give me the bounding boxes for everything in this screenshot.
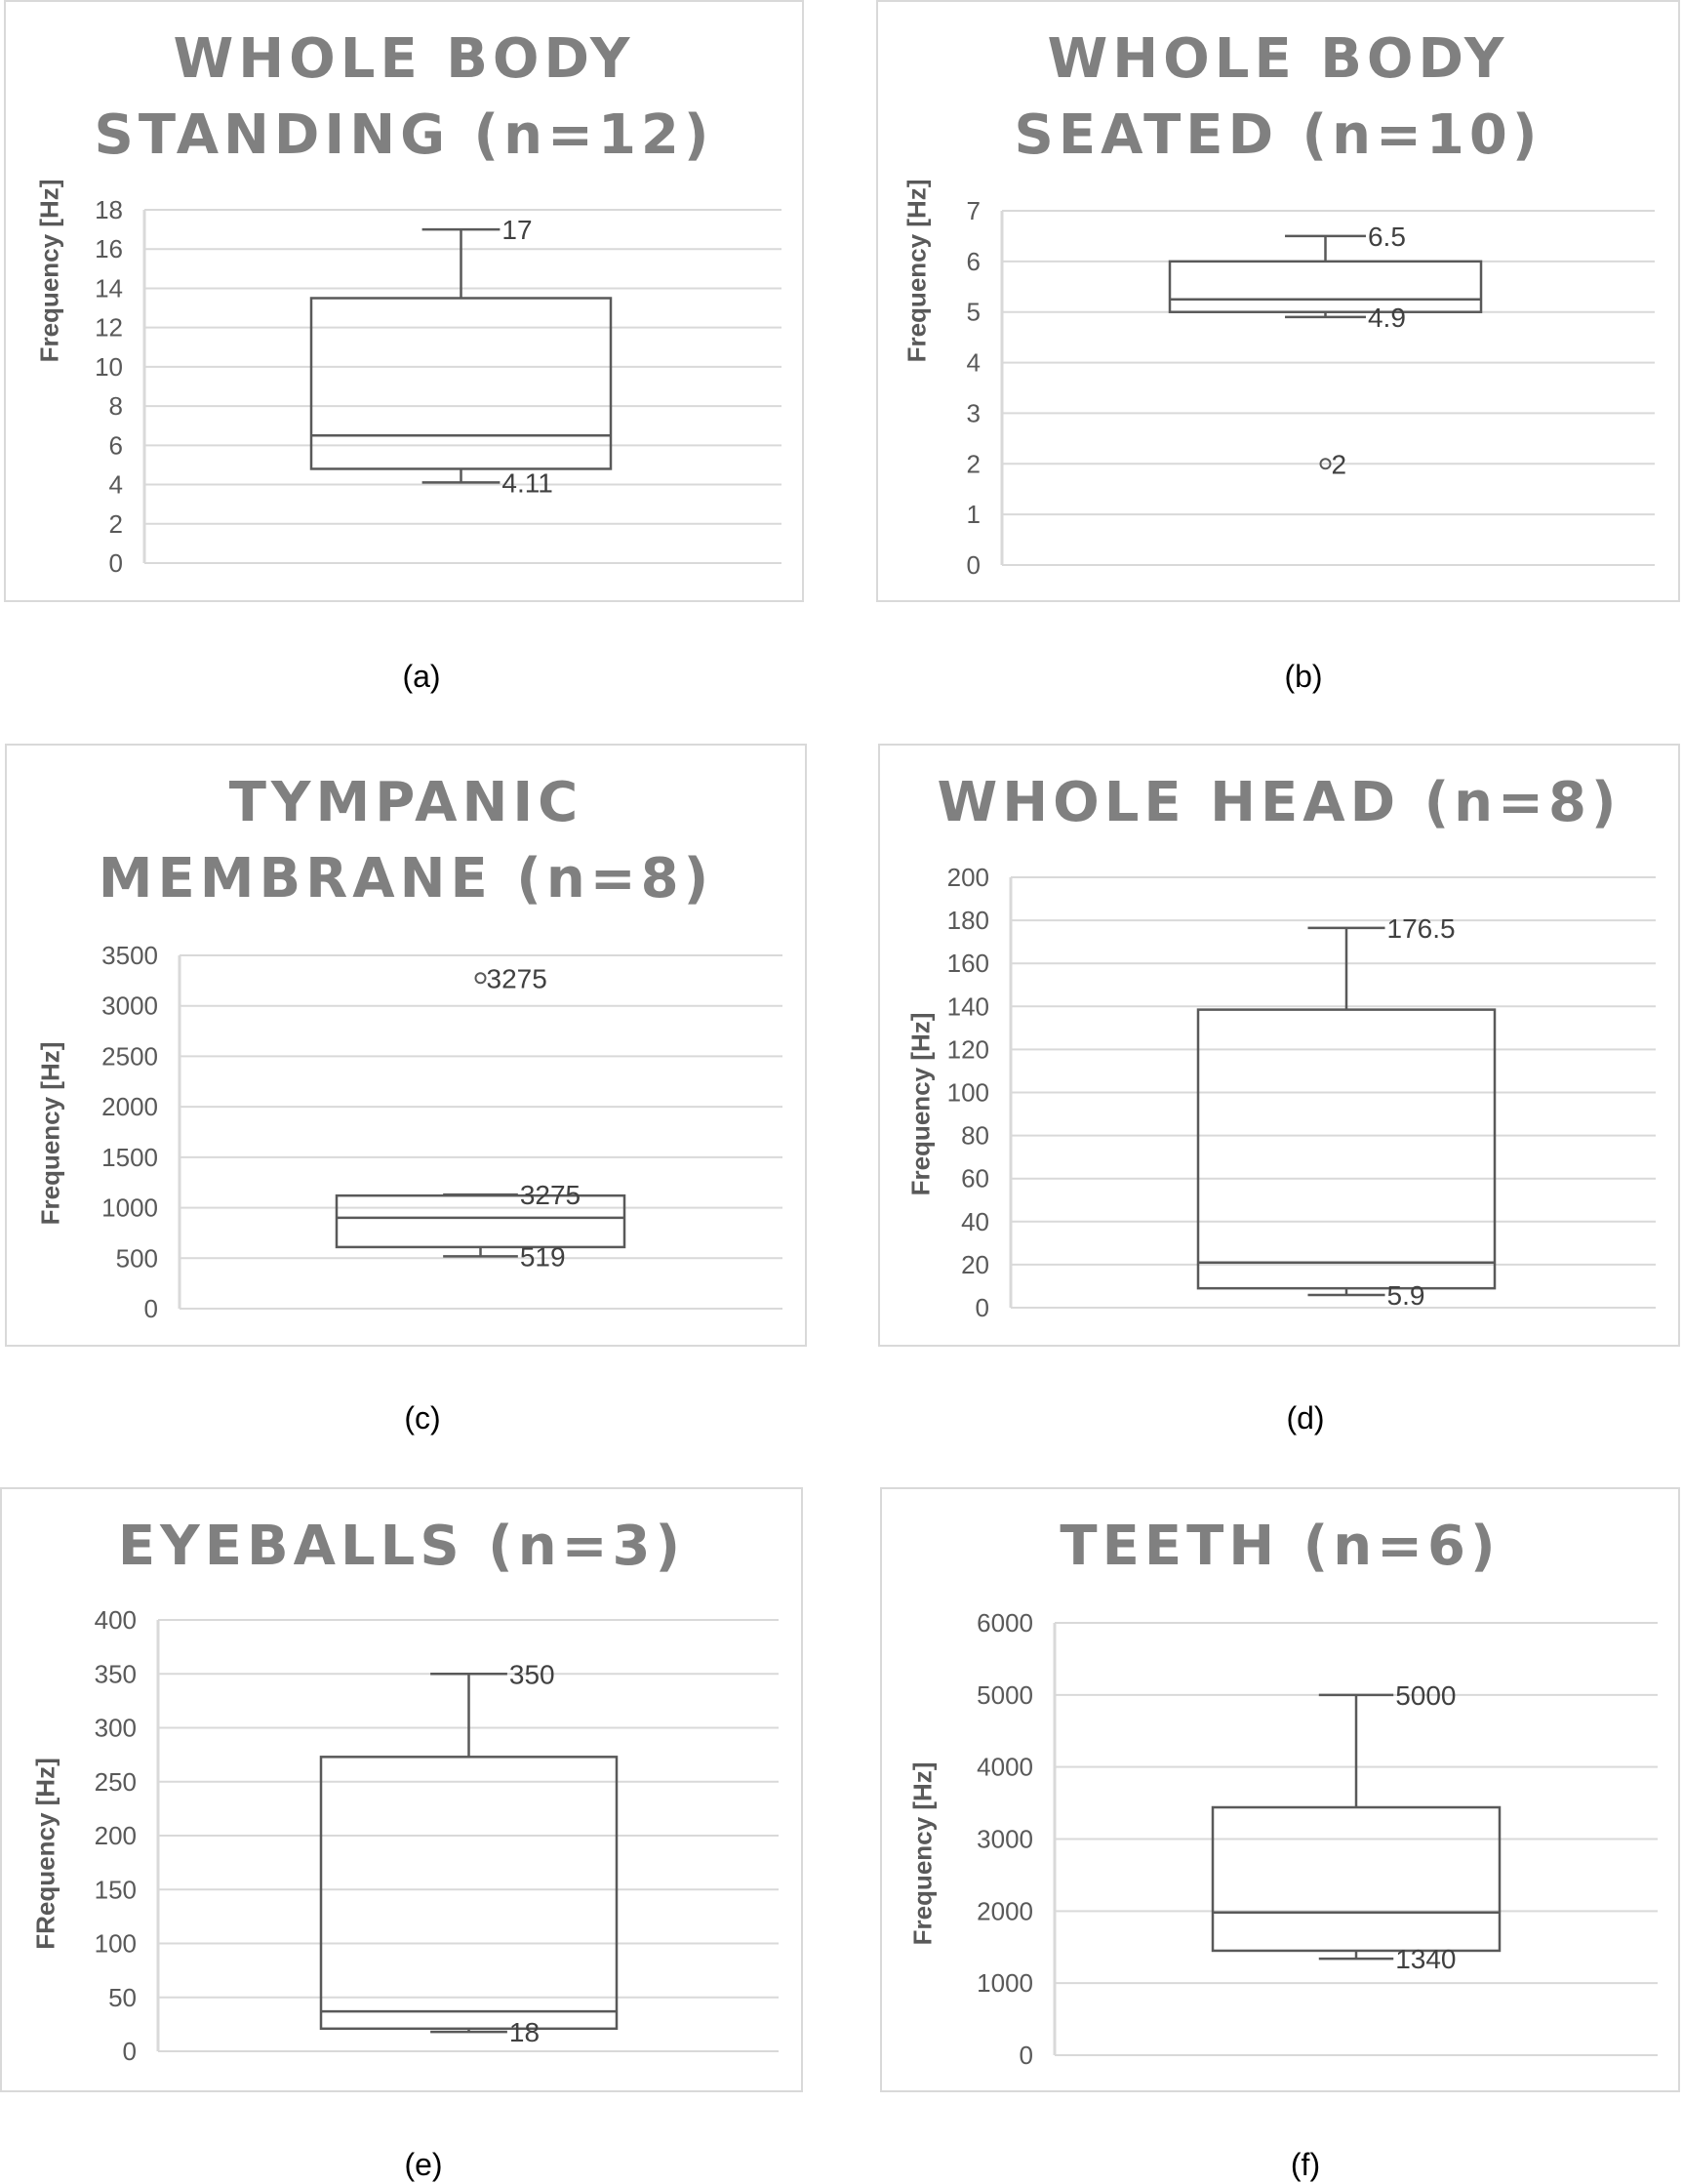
y-tick-label: 120 bbox=[946, 1034, 989, 1065]
figure-caption: (d) bbox=[1286, 1400, 1325, 1436]
chart-title-line: EYEBALLS (n=3) bbox=[117, 1515, 686, 1578]
y-tick-label: 1000 bbox=[977, 1968, 1033, 1999]
y-tick-label: 350 bbox=[94, 1659, 137, 1689]
y-tick-label: 5000 bbox=[977, 1679, 1033, 1710]
box-plot bbox=[882, 1489, 1682, 2094]
y-tick-label: 6000 bbox=[977, 1608, 1033, 1638]
y-tick-label: 18 bbox=[95, 195, 123, 224]
box-plot bbox=[2, 1489, 805, 2094]
data-label-min: 1340 bbox=[1395, 1944, 1457, 1975]
y-axis-label: Frequency [Hz] bbox=[35, 1041, 65, 1226]
chart-panel-b bbox=[876, 0, 1680, 602]
y-tick-label: 1000 bbox=[101, 1193, 158, 1223]
y-tick-label: 8 bbox=[108, 391, 123, 422]
y-tick-label: 0 bbox=[108, 548, 123, 578]
iqr-box bbox=[337, 1195, 624, 1247]
data-label-min: 5.9 bbox=[1386, 1279, 1425, 1311]
chart-panel-f bbox=[880, 1487, 1680, 2092]
outlier-point bbox=[476, 973, 486, 983]
y-tick-label: 2000 bbox=[977, 1896, 1033, 1926]
y-tick-label: 60 bbox=[961, 1163, 989, 1193]
y-tick-label: 0 bbox=[966, 550, 981, 580]
y-tick-label: 500 bbox=[115, 1243, 158, 1274]
box-plot bbox=[6, 2, 806, 604]
chart-panel-a bbox=[4, 0, 804, 602]
iqr-box bbox=[1213, 1807, 1500, 1951]
y-axis-label: Frequency [Hz] bbox=[34, 179, 64, 363]
chart-title-line: WHOLE BODY bbox=[1047, 27, 1509, 91]
data-label-max: 3275 bbox=[519, 1180, 581, 1211]
y-axis-label: FRequency [Hz] bbox=[30, 1758, 60, 1950]
chart-panel-e bbox=[0, 1487, 803, 2092]
y-tick-label: 4 bbox=[966, 347, 981, 378]
chart-title-line: SEATED (n=10) bbox=[1014, 103, 1543, 167]
data-label-min: 18 bbox=[508, 2017, 541, 2048]
y-tick-label: 300 bbox=[94, 1713, 137, 1743]
data-label-max: 6.5 bbox=[1367, 221, 1406, 252]
y-axis-label: Frequency [Hz] bbox=[907, 1761, 938, 1946]
y-tick-label: 40 bbox=[961, 1206, 989, 1236]
y-tick-label: 3500 bbox=[101, 941, 158, 970]
iqr-box bbox=[1198, 1010, 1495, 1289]
chart-title-line: WHOLE HEAD (n=8) bbox=[937, 771, 1622, 834]
y-tick-label: 2 bbox=[108, 508, 123, 539]
figure-caption: (c) bbox=[404, 1400, 441, 1436]
chart-panel-c bbox=[5, 744, 807, 1347]
y-tick-label: 80 bbox=[961, 1120, 989, 1151]
data-label-max: 350 bbox=[508, 1659, 555, 1690]
y-tick-label: 5 bbox=[966, 297, 981, 327]
figure-caption: (b) bbox=[1284, 659, 1323, 694]
y-tick-label: 6 bbox=[966, 246, 981, 276]
y-tick-label: 4 bbox=[108, 469, 123, 500]
data-label-max: 5000 bbox=[1395, 1679, 1457, 1711]
chart-panel-d bbox=[878, 744, 1680, 1347]
y-tick-label: 7 bbox=[966, 196, 981, 225]
y-tick-label: 2500 bbox=[101, 1041, 158, 1072]
y-tick-label: 12 bbox=[95, 312, 123, 343]
box-plot bbox=[878, 2, 1682, 604]
y-tick-label: 250 bbox=[94, 1766, 137, 1797]
iqr-box bbox=[1170, 262, 1481, 312]
figure-caption: (f) bbox=[1290, 2147, 1321, 2182]
y-tick-label: 180 bbox=[946, 906, 989, 936]
data-label-outlier: 2 bbox=[1331, 449, 1347, 480]
y-axis-label: Frequency [Hz] bbox=[905, 1012, 936, 1196]
y-tick-label: 20 bbox=[961, 1249, 989, 1279]
y-tick-label: 3000 bbox=[977, 1824, 1033, 1854]
y-tick-label: 3 bbox=[966, 398, 981, 428]
y-tick-label: 0 bbox=[975, 1293, 989, 1322]
iqr-box bbox=[321, 1757, 617, 2028]
y-tick-label: 14 bbox=[95, 273, 123, 303]
y-tick-label: 200 bbox=[94, 1821, 137, 1850]
y-tick-label: 0 bbox=[1019, 2041, 1033, 2070]
y-tick-label: 160 bbox=[946, 949, 989, 979]
y-tick-label: 140 bbox=[946, 991, 989, 1022]
y-tick-label: 100 bbox=[946, 1077, 989, 1108]
chart-title-line: MEMBRANE (n=8) bbox=[98, 847, 714, 910]
y-tick-label: 400 bbox=[94, 1605, 137, 1635]
y-tick-label: 4000 bbox=[977, 1752, 1033, 1782]
iqr-box bbox=[311, 299, 611, 469]
box-plot bbox=[7, 746, 809, 1349]
chart-title-line: TEETH (n=6) bbox=[1060, 1515, 1501, 1578]
y-tick-label: 16 bbox=[95, 234, 123, 264]
data-label-outlier: 3275 bbox=[486, 963, 547, 994]
y-tick-label: 2000 bbox=[101, 1092, 158, 1122]
y-tick-label: 0 bbox=[122, 2037, 137, 2066]
y-tick-label: 200 bbox=[946, 863, 989, 892]
y-tick-label: 3000 bbox=[101, 991, 158, 1021]
y-tick-label: 6 bbox=[108, 430, 123, 461]
y-tick-label: 2 bbox=[966, 449, 981, 479]
chart-title-line: TYMPANIC bbox=[228, 771, 583, 834]
chart-title-line: STANDING (n=12) bbox=[94, 103, 714, 167]
data-label-min: 4.9 bbox=[1367, 302, 1406, 333]
y-tick-label: 10 bbox=[95, 351, 123, 382]
y-tick-label: 1 bbox=[966, 500, 981, 530]
y-tick-label: 150 bbox=[94, 1875, 137, 1905]
figure-caption: (a) bbox=[402, 659, 441, 694]
box-plot bbox=[880, 746, 1682, 1349]
data-label-max: 17 bbox=[501, 215, 533, 246]
data-label-max: 176.5 bbox=[1386, 912, 1456, 944]
y-tick-label: 0 bbox=[143, 1294, 158, 1323]
y-tick-label: 1500 bbox=[101, 1142, 158, 1172]
data-label-min: 4.11 bbox=[501, 467, 553, 499]
y-axis-label: Frequency [Hz] bbox=[902, 179, 932, 363]
data-label-min: 519 bbox=[519, 1241, 566, 1273]
figure-caption: (e) bbox=[404, 2147, 443, 2182]
y-tick-label: 50 bbox=[108, 1982, 137, 2012]
y-tick-label: 100 bbox=[94, 1928, 137, 1959]
chart-title-line: WHOLE BODY bbox=[173, 27, 635, 91]
